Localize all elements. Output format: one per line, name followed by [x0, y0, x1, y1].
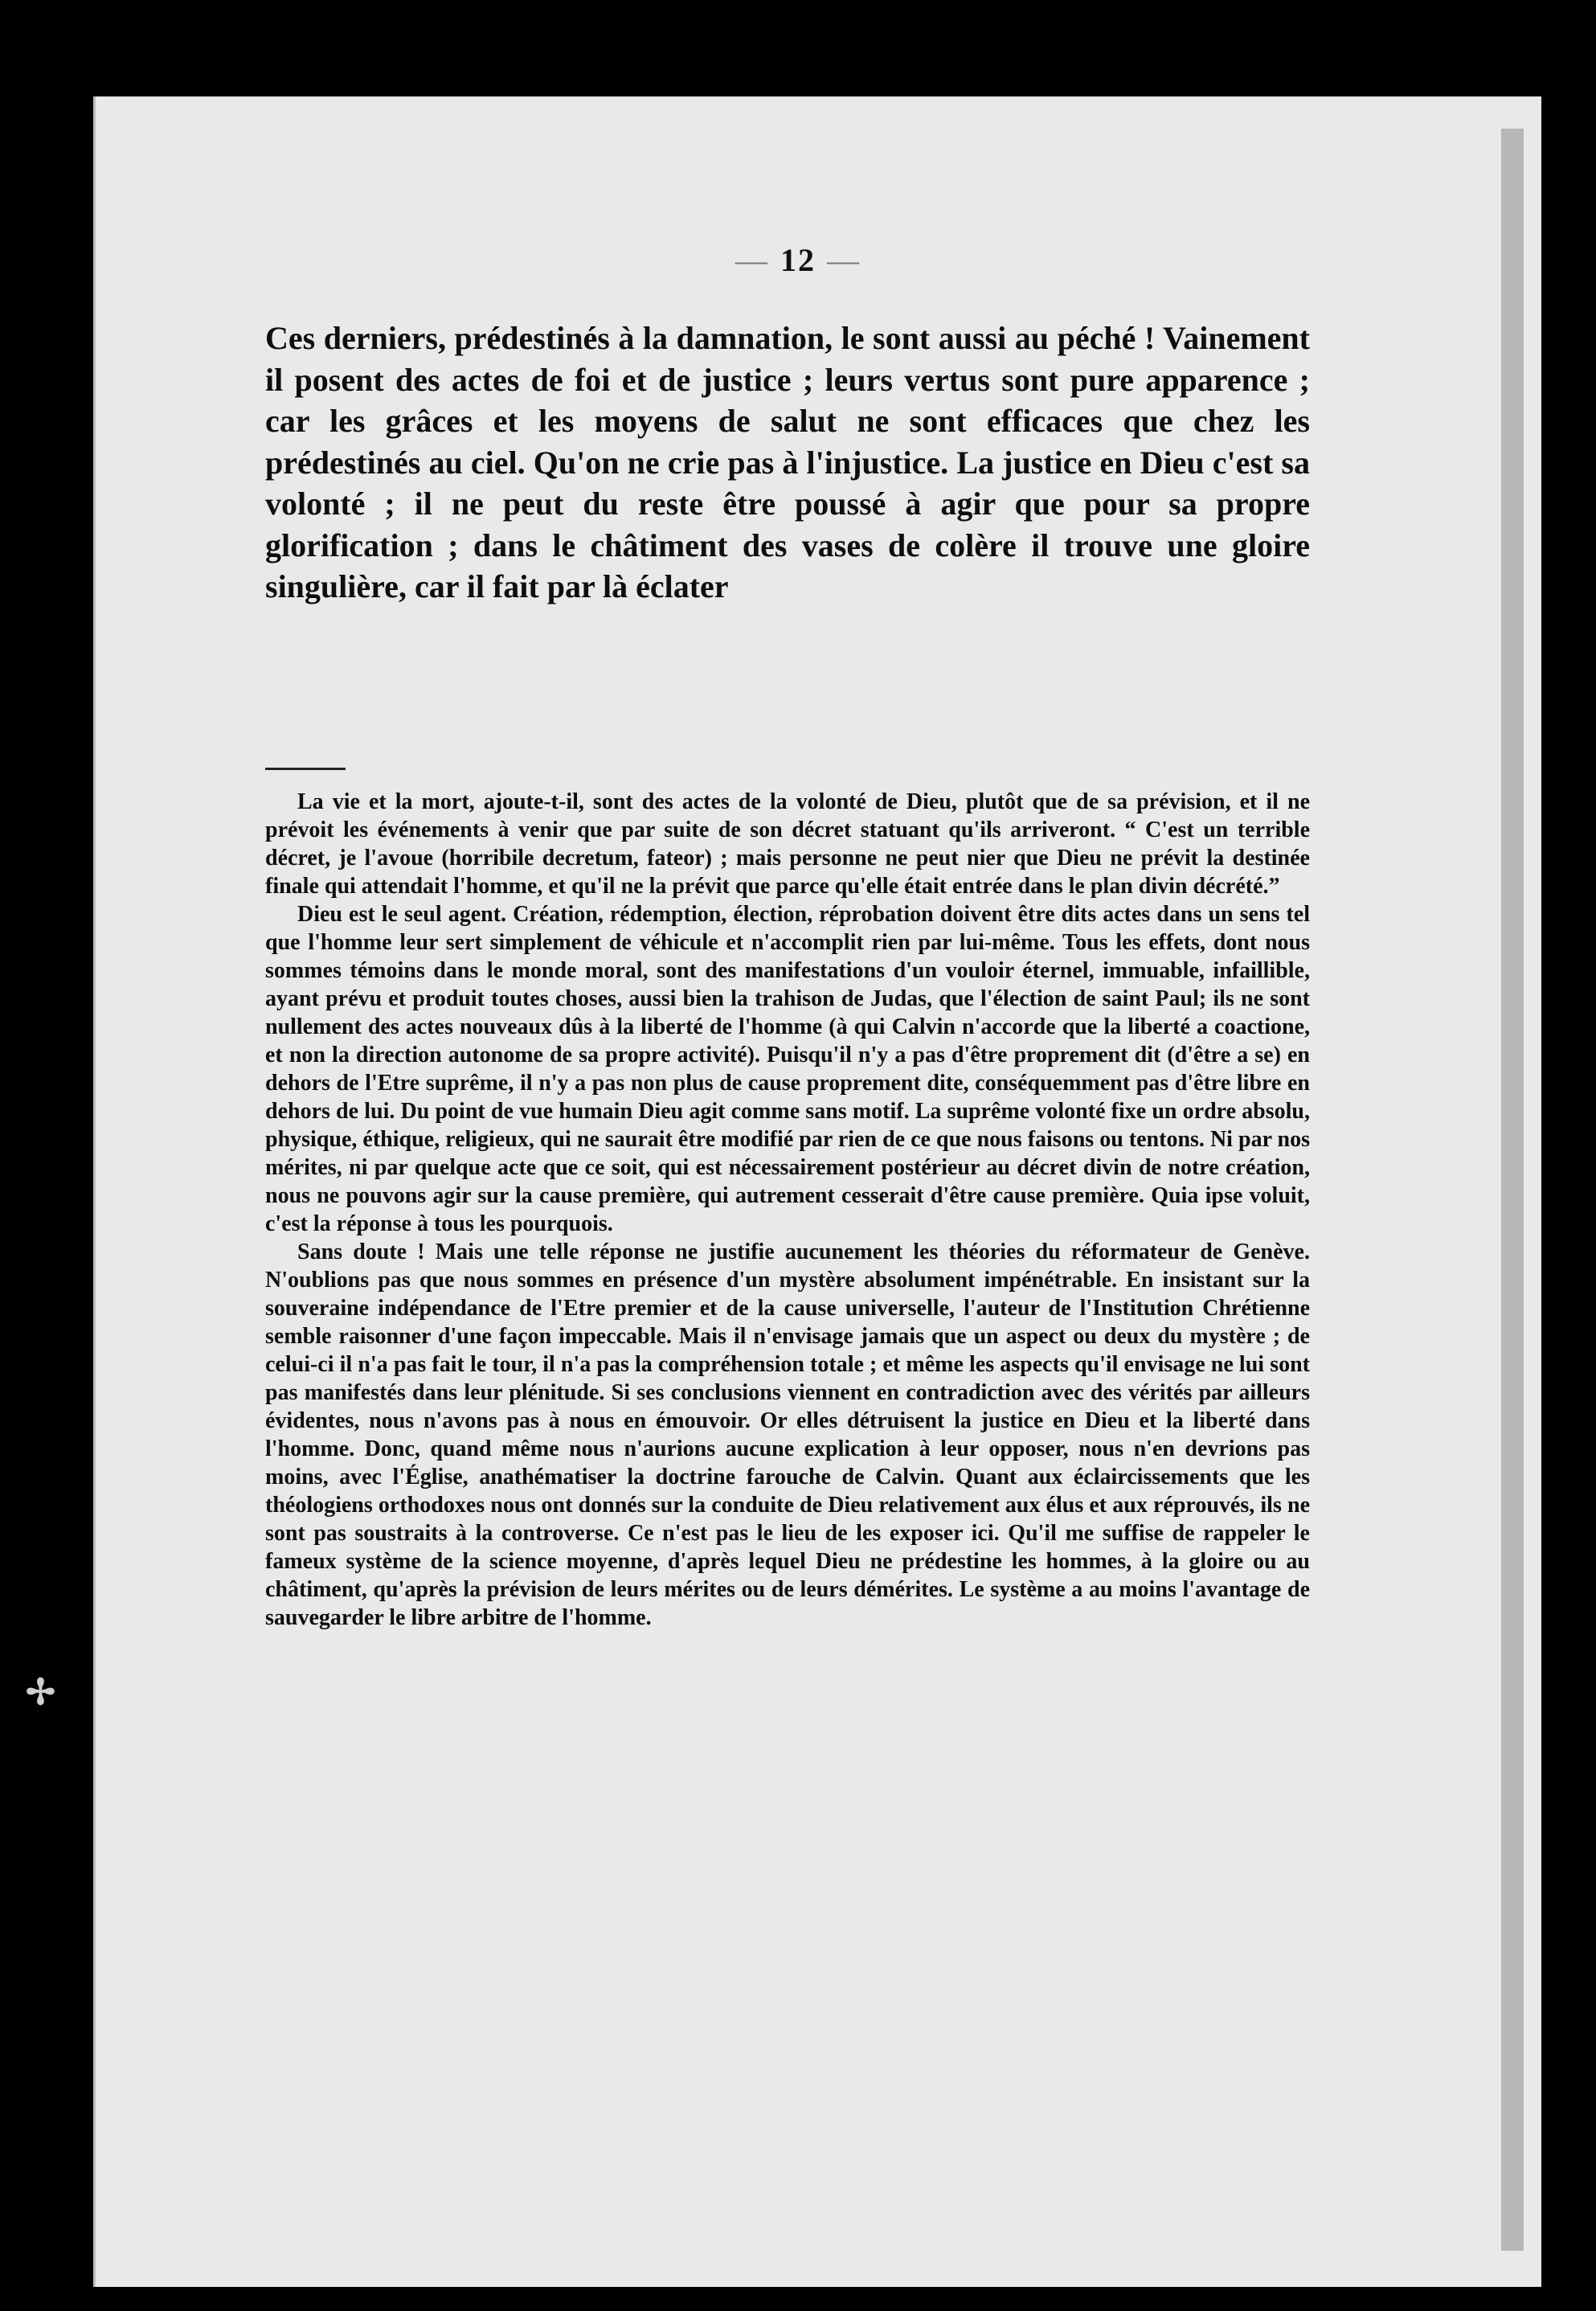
- footnote-paragraph-3: Sans doute ! Mais une telle réponse ne justifie aucunement les théories du réformateur de Genève. N'oublions pas que nous sommes en présence d'un mystère absolument impénétrable. En insistant sur la souveraine indépendance de l'Etre premier et de la cause universelle, l'auteur de l'Institution Chrétienne semble raisonner d'une façon impeccable. Mais il n'envisage jamais que un aspect ou deux du mystère ; de celui-ci il n'a pas fait le tour, il n'a pas la compréhension totale ; et même les aspects qu'il envisage ne lui sont pas manifestés dans leur plénitude. Si ses conclusions viennent en contradiction avec des vérités par ailleurs évidentes, nous n'avons pas à nous en émouvoir. Or elles détruisent la justice en Dieu et la liberté dans l'homme. Donc, quand même nous n'aurions aucune explication à leur opposer, nous n'en devrions pas moins, avec l'Église, anathématiser la doctrine farouche de Calvin. Quant aux éclaircissements que les théologiens orthodoxes nous ont donnés sur la conduite de Dieu relativement aux élus et aux réprouvés, ils ne sont pas soustraits à la controverse. Ce n'est pas le lieu de les exposer ici. Qu'il me suffise de rappeler le fameux système de la science moyenne, d'après lequel Dieu ne prédestine les hommes, à la gloire ou au châtiment, qu'après la prévision de leurs mérites ou de leurs démérites. Le système a au moins l'avantage de sauvegarder le libre arbitre de l'homme.: [265, 1239, 1310, 1630]
- main-paragraph: Ces derniers, prédestinés à la damnation, le sont aussi au péché ! Vainement il posent des actes de foi et de justice ; leurs vertus sont pure apparence ; car les grâces et les moyens de salut ne sont efficaces que chez les prédestinés au ciel. Qu'on ne crie pas à l'injustice. La justice en Dieu c'est sa volonté ; il ne peut du reste être poussé à agir que pour sa propre glorification ; dans le châtiment des vases de colère il trouve une gloire singulière, car il fait par là éclater: [265, 320, 1310, 604]
- dash-right: —: [827, 242, 861, 278]
- main-text-block: [265, 318, 1310, 608]
- footnote-separator: [265, 768, 346, 770]
- footnote-paragraph-2: Dieu est le seul agent. Création, rédemption, élection, réprobation doivent être dits actes dans un sens tel que l'homme leur sert simplement de véhicule et n'accomplit rien par lui-même. Tous les effets, dont nous sommes témoins dans le monde moral, sont des manifestations d'un vouloir éternel, immuable, infaillible, ayant prévu et produit toutes choses, aussi bien la trahison de Judas, que l'élection de saint Paul; ils ne sont nullement des actes nouveaux dûs à la liberté de l'homme (à qui Calvin n'accorde que la liberté a coactione, et non la direction autonome de sa propre activité). Puisqu'il n'y a pas d'être proprement dit (d'être a se) en dehors de l'Etre suprême, il n'y a pas non plus de cause proprement dite, conséquemment pas d'être libre en dehors de lui. Du point de vue humain Dieu agit comme sans motif. La suprême volonté fixe un ordre absolu, physique, éthique, religieux, qui ne saurait être modifié par rien de ce que nous faisons ou tentons. Ni par nos mérites, ni par quelque acte que ce soit, qui est nécessairement postérieur au décret divin de notre création, nous ne pouvons agir sur la cause première, qui autrement cesserait d'être cause première. Quia ipse voluit, c'est la réponse à tous les pourquois.: [265, 902, 1310, 1236]
- page-number: 12: [780, 242, 816, 278]
- page-edge-shadow: [1501, 129, 1524, 2251]
- page-number-header: [0, 241, 1596, 279]
- scan-artifact: ✢: [26, 1673, 55, 1712]
- dash-left: —: [735, 242, 769, 278]
- footnote-paragraph-1: La vie et la mort, ajoute-t-il, sont des actes de la volonté de Dieu, plutôt que de sa prévision, et il ne prévoit les événements à venir que par suite de son décret statuant qu'ils arriveront. “ C'est un terrible décret, je l'avoue (horribile decretum, fateor) ; mais personne ne peut nier que Dieu ne prévit la destinée finale qui attendait l'homme, et qu'il ne la prévit que parce qu'elle était entrée dans le plan divin décrété.”: [265, 789, 1310, 899]
- footnote-block: [265, 788, 1310, 1632]
